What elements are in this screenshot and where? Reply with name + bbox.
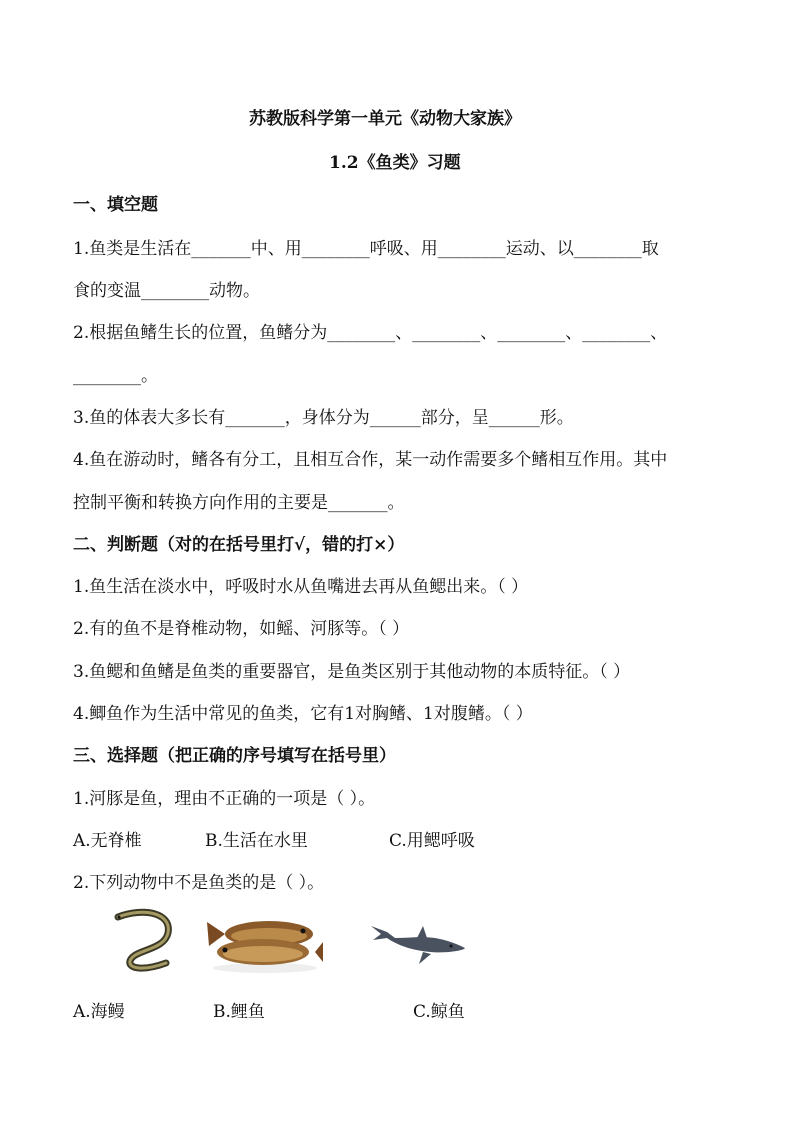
fill-q1-line1: 1.鱼类是生活在_______中、用________呼吸、用________运动、以________取 [73,239,659,259]
choice-q2-option-b: B.鲤鱼 [213,1002,265,1022]
choice-q1-option-b: B.生活在水里 [205,831,308,851]
page-title: 苏教版科学第一单元《动物大家族》 [249,109,521,129]
section1-heading: 一、填空题 [73,195,158,215]
eel-image [104,905,184,977]
fill-q2-line2: ________。 [73,366,158,386]
choice-q1: 1.河豚是鱼，理由不正确的一项是（ ）。 [73,789,376,809]
choice-q2-option-a: A.海鳗 [73,1002,125,1022]
choice-q2: 2.下列动物中不是鱼类的是（ ）。 [73,873,325,893]
judge-q1: 1.鱼生活在淡水中，呼吸时水从鱼嘴进去再从鱼鳃出来。（ ） [73,577,529,597]
choice-q1-option-c: C.用鳃呼吸 [389,831,475,851]
fill-q4-line1: 4.鱼在游动时，鳍各有分工，且相互合作，某一动作需要多个鳍相互作用。其中 [73,450,668,470]
page-subtitle: 1.2《鱼类》习题 [329,153,461,173]
judge-q4: 4.鲫鱼作为生活中常见的鱼类，它有1对胸鳍、1对腹鳍。（ ） [73,704,533,724]
fill-q3: 3.鱼的体表大多长有_______，身体分为______部分，呈______形。 [73,408,574,428]
judge-q2: 2.有的鱼不是脊椎动物，如鳐、河豚等。（ ） [73,619,410,639]
fill-q4-line2: 控制平衡和转换方向作用的主要是_______。 [73,493,405,513]
section2-heading: 二、判断题（对的在括号里打√，错的打×） [73,535,405,555]
section3-heading: 三、选择题（把正确的序号填写在括号里） [73,746,396,766]
judge-q3: 3.鱼鳃和鱼鳍是鱼类的重要器官，是鱼类区别于其他动物的本质特征。（ ） [73,662,631,682]
choice-q2-option-c: C.鲸鱼 [413,1002,465,1022]
carp-image [203,912,325,974]
dolphin-image [365,918,467,974]
choice-q1-option-a: A.无脊椎 [73,831,142,851]
fill-q2-line1: 2.根据鱼鳍生长的位置，鱼鳍分为________、________、________、________、 [73,323,668,343]
fill-q1-line2: 食的变温________动物。 [73,281,260,301]
